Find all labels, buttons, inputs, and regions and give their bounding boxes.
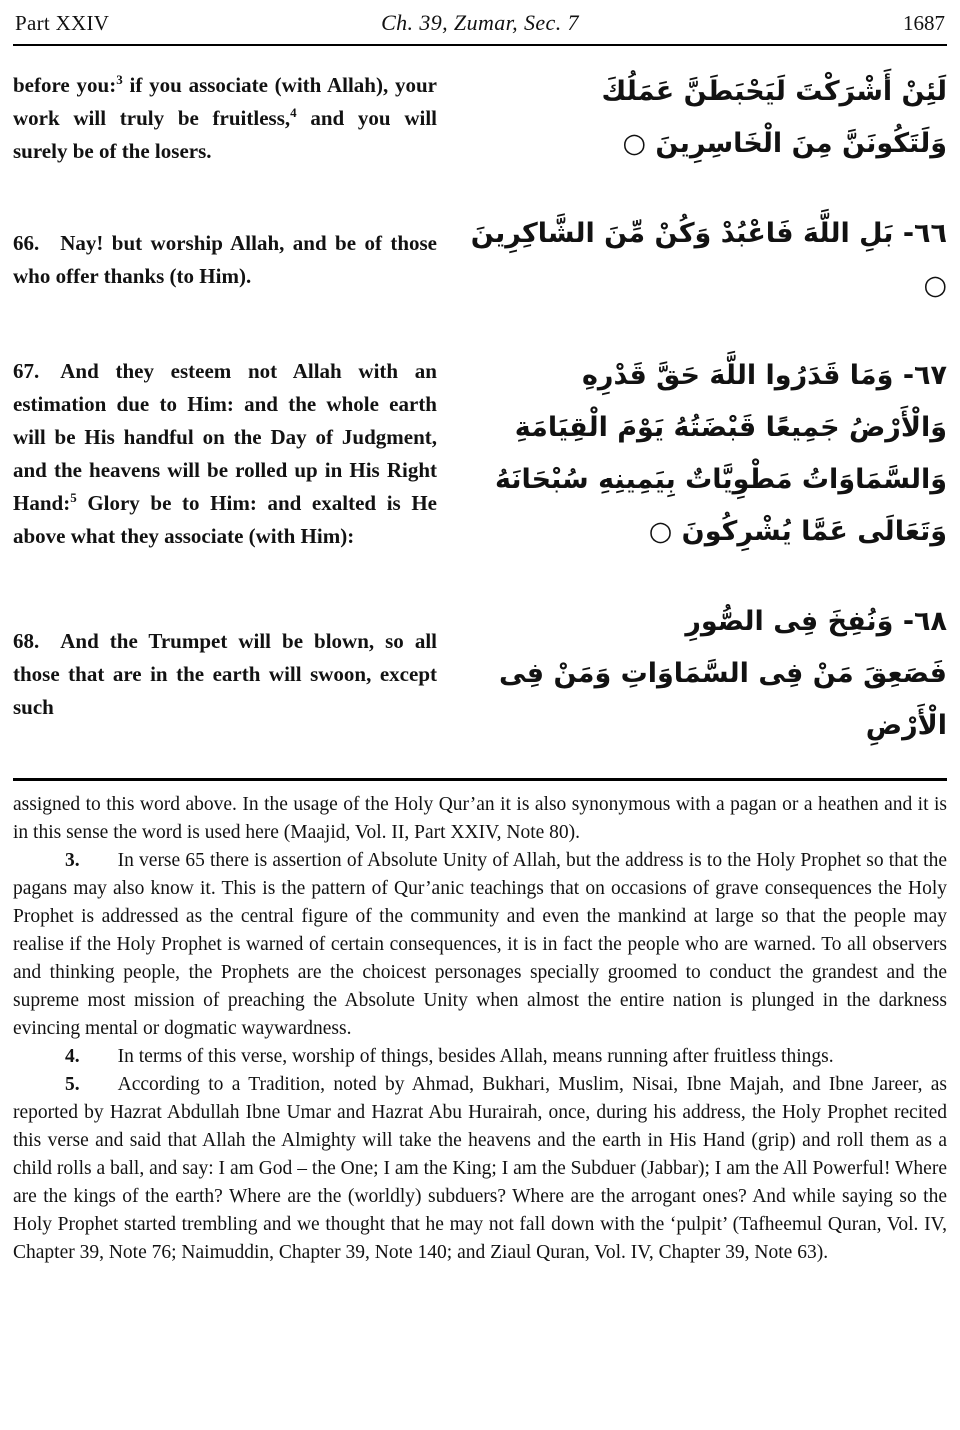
verse-row-66: [13, 208, 947, 312]
page-number: 1687: [903, 11, 945, 35]
verse-67-text: Glory be to Him: and exalted is He above what they associate (with Him):: [13, 491, 437, 548]
footnote-ref-4: 4: [290, 104, 297, 120]
verse-row-67: [13, 350, 947, 558]
arabic-line: وَالْأَرْضُ جَمِيعًا قَبْضَتُهُ يَوْمَ الْقِيَامَةِ: [514, 412, 947, 443]
footnote-text: In terms of this verse, worship of things, besides Allah, means running after fruitless things.: [117, 1046, 834, 1067]
verse-65-text: and you will surely be of the losers.: [13, 105, 437, 163]
verse-66-english: [13, 227, 437, 293]
arabic-line: فَصَعِقَ مَنْ فِى السَّمَاوَاتِ وَمَنْ فِى الْأَرْضِ: [499, 658, 947, 741]
footnote-text: According to a Tradition, noted by Ahmad, Bukhari, Muslim, Nisai, Ibne Majah, and Ibne Jareer, as reported by Hazrat Abdullah Ibne Umar and Hazrat Abu Hurairah, once, during his address, the Holy Prophet recited this verse and said that Allah the Almighty will take the heavens and the earth in His Hand (grip) and roll them as a child rolls a ball, and say: I am God – the One; I am the King; I am the Subduer (Jabbar); I am the All Powerful! Where are the kings of the earth? Where are the (worldly) subduers? Where are the arrogant ones? And while saying so the Holy Prophet started trembling and we thought that he may not fall down with the ‘pulpit’ (Tafheemul Quran, Vol. IV, Chapter 39, Note 76; Naimuddin, Chapter 39, Note 140; and Ziaul Quran, Vol. IV, Chapter 39, Note 63).: [13, 1074, 947, 1263]
footnote-3: [13, 847, 947, 1043]
verse-67-text: 67. And they esteem not Allah with an estimation due to Him: and the whole earth will be His handful on the Day of Judgment, and the heavens will be rolled up in His Right Hand:: [13, 359, 437, 515]
verse-row-65: [13, 66, 947, 170]
verse-67-english: [13, 355, 437, 553]
part-label: Part XXIV: [15, 11, 110, 35]
verse-68-english: [13, 625, 437, 724]
footnote-ref-5: 5: [70, 490, 77, 505]
footnote-number: 3.: [65, 850, 80, 871]
footnote-number: 5.: [65, 1074, 80, 1095]
verse-66-arabic: [455, 208, 947, 312]
chapter-title: Ch. 39, Zumar, Sec. 7: [381, 10, 579, 35]
page-header: [13, 6, 947, 46]
arabic-line: ٦٦- بَلِ اللَّهَ فَاعْبُدْ وَكُنْ مِّنَ الشَّاكِرِينَ ○: [470, 218, 947, 301]
footnote-number: 4.: [65, 1046, 80, 1067]
arabic-line: وَلَتَكُونَنَّ مِنَ الْخَاسِرِينَ ○: [622, 128, 947, 159]
arabic-line: وَتَعَالَى عَمَّا يُشْرِكُونَ ○: [648, 516, 947, 547]
arabic-line: لَئِنْ أَشْرَكْتَ لَيَحْبَطَنَّ عَمَلُكَ: [601, 76, 947, 107]
arabic-line: ٦٧- وَمَا قَدَرُوا اللَّهَ حَقَّ قَدْرِهِ: [581, 360, 947, 391]
verse-row-68: [13, 596, 947, 752]
verse-66-text: 66. Nay! but worship Allah, and be of those who offer thanks (to Him).: [13, 231, 437, 288]
footnotes-section: [13, 781, 947, 1267]
footnote-continuation: assigned to this word above. In the usage of the Holy Qur’an it is also synonymous with a pagan or a heathen and it is in this sense the word is used here (Maajid, Vol. II, Part XXIV, Note 80).: [13, 794, 947, 843]
footnote-text: In verse 65 there is assertion of Absolute Unity of Allah, but the address is to the Holy Prophet so that the pagans may also know it. This is the pattern of Qur’anic teachings that on occasions of grave consequences the Holy Prophet is addressed as the central figure of the community and even the mankind at large so that the people may realise if the Holy Prophet is warned of certain consequences, it is in fact the people who are warned. To all observers and thinking people, the Prophets are the choicest personages specially groomed to conduct the grandest and the supreme most mission of preaching the Absolute Unity when almost the entire nation is plunged in the darkness evincing mental or dogmatic waywardness.: [13, 850, 947, 1039]
arabic-line: وَالسَّمَاوَاتُ مَطْوِيَّاتٌ بِيَمِينِهِ سُبْحَانَهُ: [495, 464, 947, 495]
verse-65-english: [13, 69, 437, 168]
verse-67-arabic: [455, 350, 947, 558]
verse-65-text: before you:: [13, 72, 117, 97]
footnote-ref-3: 3: [116, 71, 123, 87]
arabic-line: ٦٨- وَنُفِخَ فِى الصُّورِ: [685, 606, 947, 637]
verse-68-text: 68. And the Trumpet will be blown, so all those that are in the earth will swoon, except such: [13, 628, 437, 719]
footnote-5: [13, 1071, 947, 1267]
verse-65-text: if you associate (with Allah), your work will truly be fruitless,: [13, 72, 437, 130]
verse-68-arabic: [455, 596, 947, 752]
verse-65-arabic: [455, 66, 947, 170]
footnote-4: [13, 1043, 947, 1071]
